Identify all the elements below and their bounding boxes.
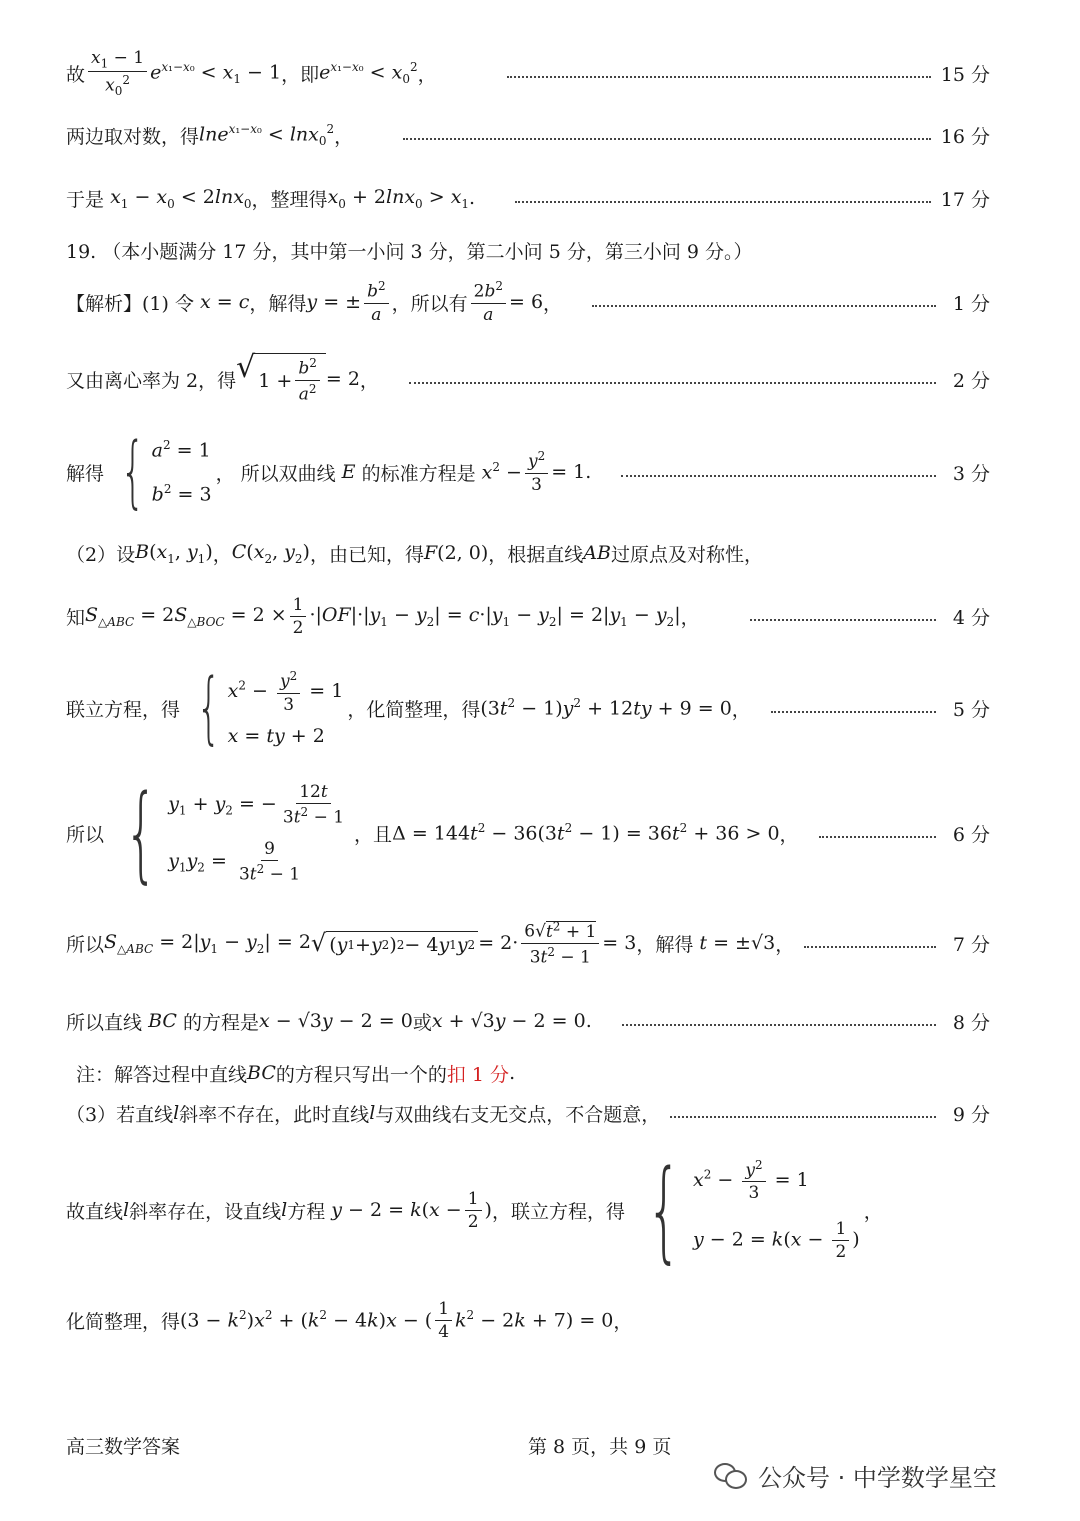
solution-line-7: 所以 $S_{\triangle ABC} = 2|y_1 - y_2| = 2$ √ ( y 1 + y 2 ) 2 − 4 y 1 y 2 = 2· $\frac{6√t^2 + 1}{3t^2 - 1}$ = 3 ，解得 t = ±√3 ， 7 分 (66, 918, 990, 968)
wechat-icon (714, 1463, 748, 1489)
text: （2）设 (66, 543, 136, 566)
text: 的标准方程是 (361, 462, 476, 485)
page-number: 第 8 页，共 9 页 (528, 1436, 672, 1458)
text: 与双曲线右支无交点，不合题意， (375, 1103, 661, 1126)
text: ， (779, 823, 799, 846)
text: . (469, 187, 476, 209)
text: . (585, 461, 592, 483)
solution-line-1: 【解析】 (1) 令 x = c ，解得 y = ± $\frac{b^2}{a}$ ，所以有 $\frac{2b^2}{a}$ = 6 ， 1 分 (66, 279, 990, 325)
solution-line-16: 两边取对数，得 lne$^{x_1-x_0}$ < lnx$_0^2$ ， 16 分 (66, 121, 990, 149)
score-label: 3 分 (952, 462, 990, 485)
math-fraction: $\frac{b^2}{a}$ (364, 279, 389, 325)
text: 解得 (66, 462, 105, 485)
text: . (509, 1062, 516, 1084)
text: 或 (412, 1011, 432, 1034)
footer-title: 高三数学答案 (66, 1436, 181, 1458)
dot-leader (592, 305, 936, 307)
watermark-text: 公众号 · 中学数学星空 (758, 1464, 997, 1492)
dot-leader (670, 1116, 936, 1118)
dot-leader (804, 946, 936, 948)
text: 所以 (66, 823, 105, 846)
text: ， (543, 292, 563, 315)
deduction-highlight: 扣 1 分 (446, 1063, 510, 1086)
score-label: 1 分 (952, 292, 990, 315)
text: 两边取对数，得 (66, 125, 200, 148)
dot-leader (409, 382, 936, 384)
score-label: 4 分 (952, 606, 990, 629)
text: 的方程是 (182, 1011, 259, 1034)
text: ， (212, 543, 232, 566)
score-label: 9 分 (952, 1103, 990, 1126)
math-sqrt: √ ( y 1 + y 2 ) 2 − 4 y 1 y 2 (311, 931, 478, 956)
text: ，即 (281, 63, 320, 86)
text: 于是 (66, 188, 105, 211)
question-header-text: 19. （本小题满分 17 分，其中第一小问 3 分，第二小问 5 分，第三小问 9 分。） (66, 240, 753, 263)
solution-line-11: 化简整理，得 $(3 - k^2)x^2 + (k^2 - 4k)x$ − ( $\frac{1}{4}$ $k^2 - 2k + 7) = 0$ ， (66, 1298, 633, 1342)
dot-leader (622, 1024, 936, 1026)
part-2-intro: （2）设 $B(x_1$, $y_1$) ， $C(x_2$, $y_2$) ，由已知，得 F(2, 0) ，根据直线 AB 过原点及对称性， (66, 540, 763, 566)
text: ，解得 (249, 292, 307, 315)
text: ，所以有 (391, 292, 468, 315)
text: 联立方程，得 (66, 698, 181, 721)
analysis-tag: 【解析】 (66, 292, 143, 315)
text: 故 (66, 63, 86, 86)
solution-line-10: 故直线 l 斜率存在，设直线 l 方程 y − 2 = k(x − $\frac{1}{2}$ ) ，联立方程，得 { $x^2$ − $\frac{y^2}{3}$ = 1 y − 2 = k(x − $\frac{1}{2}$ ) ， (66, 1146, 883, 1274)
text: 注：解答过程中直线 (76, 1063, 248, 1086)
text: ， (417, 63, 437, 86)
solution-line-6: 所以 { $y_1 + y_2$ = − $\frac{12t}{3t^2 - 1}$ $y_1y_2$ = $\frac{9}{3t^2 - 1}$ ，且 $\Delta = 144t^2 - 36(3t^2 - 1) = 36t^2 + 36 > 0$ ， 6 分 (66, 772, 990, 894)
solution-line-4: 知 $S_{\triangle ABC} = 2S_{\triangle BOC} = 2$ × $\frac{1}{2}$ $\cdot|OF|\cdot|y_1 - y_2| = c\cdot|y_1 - y_2| = 2|y_1 - y_2|$ ， 4 分 (66, 594, 990, 638)
solution-line-2: 又由离心率为 2，得 √ 1 + $\frac{b^2}{a^2}$ = 2 ， 2 分 (66, 350, 990, 405)
dot-leader (771, 711, 936, 713)
text: 所以直线 (66, 1011, 143, 1034)
dot-leader (819, 836, 936, 838)
text: 斜率不存在，此时直线 (179, 1103, 370, 1126)
text: ， (731, 698, 751, 721)
score-label: 15 分 (940, 63, 990, 86)
watermark (714, 1458, 997, 1493)
solution-line-5: 联立方程，得 { $x^2$ − $\frac{y^2}{3}$ = 1 x = ty + 2 ，化简整理，得 $(3t^2 - 1)y^2 + 12ty + 9 = 0$ ， 5 分 (66, 663, 990, 753)
math-fraction: $\frac{x_1 - 1}{x_0^2}$ (88, 48, 147, 98)
text: （3）若直线 (66, 1103, 174, 1126)
dot-leader (515, 201, 931, 203)
math-fraction: $\frac{1}{2}$ (290, 595, 307, 638)
text: ，根据直线 (488, 543, 584, 566)
score-label: 17 分 (940, 188, 990, 211)
score-label: 8 分 (952, 1011, 990, 1034)
text: 过原点及对称性， (610, 543, 763, 566)
equation-system: { $y_1 + y_2$ = − $\frac{12t}{3t^2 - 1}$ $y_1y_2$ = $\frac{9}{3t^2 - 1}$ (124, 772, 345, 894)
score-label: 2 分 (952, 369, 990, 392)
text: ，化简整理，得 (347, 698, 481, 721)
text: ， (775, 933, 795, 956)
solution-line-15: 故 $\frac{x_1 - 1}{x_0^2}$ $e^{x_1-x_0} < x_1 - 1$ ，即 $e^{x_1-x_0} < x_0^2$ ， 15 分 (66, 47, 990, 99)
score-label: 7 分 (952, 933, 990, 956)
dot-leader (507, 76, 931, 78)
text: 所以 (66, 933, 105, 956)
text: ， (613, 1310, 633, 1333)
math-sqrt: √ 1 + $\frac{b^2}{a^2}$ (236, 353, 326, 404)
math-fraction: $\frac{1}{4}$ (435, 1299, 452, 1342)
equation-system: { $x^2$ − $\frac{y^2}{3}$ = 1 x = ty + 2 (196, 663, 344, 753)
text: 又由离心率为 2，得 (66, 369, 237, 392)
question-19-header (66, 234, 990, 266)
text: ， 所以双曲线 (215, 462, 336, 485)
text: ， (680, 606, 700, 629)
text: ， (863, 1200, 883, 1223)
text: ， (359, 369, 379, 392)
dot-leader (750, 619, 936, 621)
math-fraction: $\frac{y^2}{3}$ (525, 449, 548, 495)
grading-note: 注：解答过程中直线 BC 的方程只写出一个的 扣 1 分 . (76, 1056, 990, 1090)
solution-line-3: 解得 { $a^2 = 1$ $b^2 = 3$ ， 所以双曲线 E 的标准方程是 $x^2$ − $\frac{y^2}{3}$ = 1 . 3 分 (66, 427, 990, 517)
text: ，且 (354, 823, 393, 846)
text: ，由已知，得 (309, 543, 424, 566)
text: 斜率存在，设直线 (129, 1200, 282, 1223)
text: 方程 (287, 1200, 326, 1223)
solution-line-8: 所以直线 BC 的方程是 x − √3y − 2 = 0 或 x + √3y − 2 = 0 . 8 分 (66, 1004, 990, 1038)
text: ，解得 (636, 933, 694, 956)
equation-system: { $x^2$ − $\frac{y^2}{3}$ = 1 y − 2 = k(x − $\frac{1}{2}$ ) (646, 1146, 860, 1274)
math-fraction: $\frac{2b^2}{a}$ (471, 279, 506, 325)
score-label: 16 分 (940, 125, 990, 148)
score-label: 6 分 (952, 823, 990, 846)
text: ， (334, 125, 354, 148)
text: . (585, 1010, 592, 1032)
text: ，整理得 (251, 188, 328, 211)
math-fraction: $\frac{6√t^2 + 1}{3t^2 - 1}$ (521, 919, 599, 967)
text: (1) 令 (142, 292, 194, 315)
dot-leader (621, 475, 936, 477)
solution-line-9: （3）若直线 l 斜率不存在，此时直线 l 与双曲线右支无交点，不合题意， 9 分 (66, 1096, 990, 1130)
dot-leader (403, 138, 931, 140)
equation-system: { $a^2 = 1$ $b^2 = 3$ (120, 427, 212, 517)
text: 知 (66, 606, 86, 629)
math-fraction: $\frac{1}{2}$ (465, 1189, 482, 1232)
text: ，联立方程，得 (491, 1200, 625, 1223)
text: 故直线 (66, 1200, 124, 1223)
text: 化简整理，得 (66, 1310, 181, 1333)
solution-line-17: 于是 $x_1 - x_0 < 2\ln x_0$ ，整理得 $x_0 + 2\ln x_0 > x_1$ . 17 分 (66, 185, 990, 211)
score-label: 5 分 (952, 698, 990, 721)
text: 的方程只写出一个的 (275, 1063, 447, 1086)
